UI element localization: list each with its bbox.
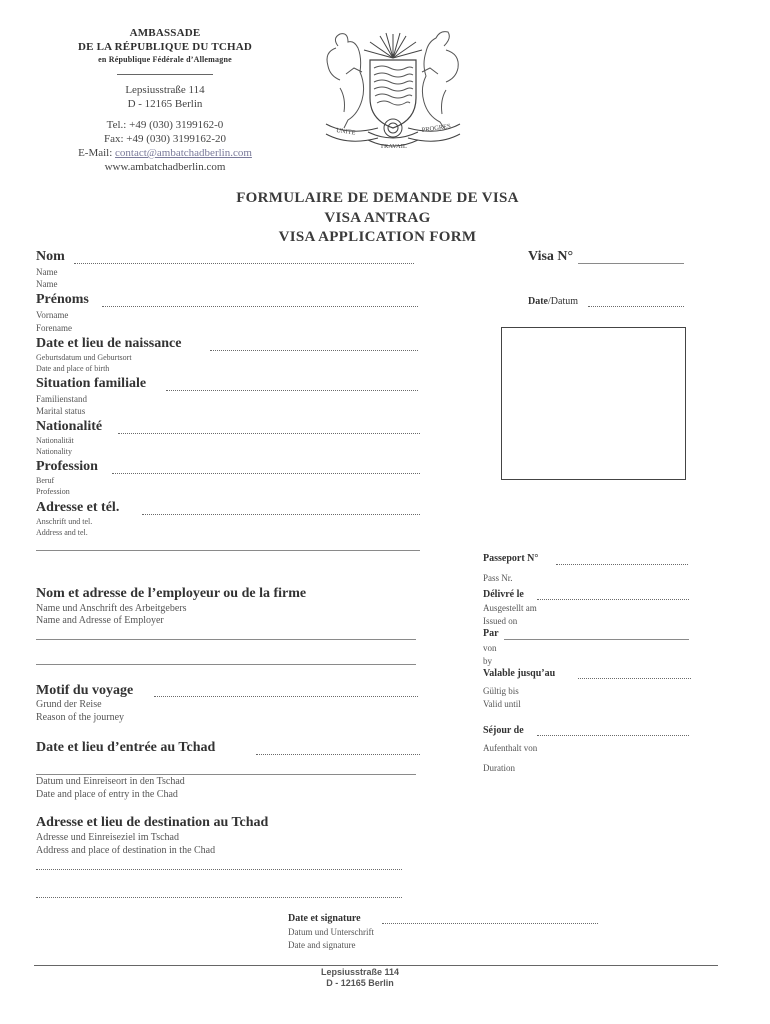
field-label-entree: Date et lieu d’entrée au Tchad xyxy=(36,740,216,755)
field-line-entree[interactable] xyxy=(256,754,420,755)
visa-number-line[interactable] xyxy=(578,263,684,264)
field-line-destination-2[interactable] xyxy=(36,897,402,898)
field-sub-adresse-en: Address and tel. xyxy=(36,528,88,537)
embassy-tel: Tel.: +49 (030) 3199162-0 xyxy=(106,119,224,131)
field-label-situation: Situation familiale xyxy=(36,376,147,391)
field-sub-adresse-de: Anschrift und tel. xyxy=(36,517,93,526)
email-label: E-Mail: xyxy=(78,147,116,159)
field-sub-profession-en: Profession xyxy=(36,487,70,496)
field-line-destination-1[interactable] xyxy=(36,869,402,870)
date-label xyxy=(528,296,578,307)
issued-sub-en: Issued on xyxy=(483,616,518,626)
field-sub-situation-de: Familienstand xyxy=(36,394,87,404)
field-line-prenoms[interactable] xyxy=(102,306,418,307)
footer-street: Lepsiusstraße 114 xyxy=(320,967,400,977)
field-sub-prenoms-en: Forename xyxy=(36,323,72,333)
valid-until-line[interactable] xyxy=(578,678,691,679)
field-line-adresse[interactable] xyxy=(142,514,420,515)
valid-until-label: Valable jusqu’au xyxy=(483,668,556,679)
valid-until-sub-de: Gültig bis xyxy=(483,686,519,696)
issued-sub-de: Ausgestellt am xyxy=(483,603,537,613)
field-sub-nom-en: Name xyxy=(36,279,58,289)
field-sub-motif-en: Reason of the journey xyxy=(36,712,125,723)
signature-sub-en: Date and signature xyxy=(288,940,356,950)
by-line[interactable] xyxy=(504,639,689,640)
embassy-fax: Fax: +49 (030) 3199162-20 xyxy=(104,133,226,145)
field-line-situation[interactable] xyxy=(166,390,418,391)
issued-line[interactable] xyxy=(537,599,689,600)
field-sub-profession-de: Beruf xyxy=(36,476,55,485)
field-label-profession: Profession xyxy=(36,459,98,474)
field-sub-prenoms-de: Vorname xyxy=(36,310,69,320)
field-sub-nationalite-en: Nationality xyxy=(36,447,72,456)
field-sub-naissance-de: Geburtsdatum und Geburtsort xyxy=(36,353,132,362)
form-title-de: VISA ANTRAG xyxy=(324,210,431,226)
field-line-entree-2[interactable] xyxy=(36,774,416,775)
field-label-motif: Motif du voyage xyxy=(36,683,134,698)
field-label-employeur: Nom et adresse de l’employeur ou de la firme xyxy=(36,586,307,601)
letterhead-divider xyxy=(117,74,213,75)
embassy-email-line xyxy=(40,147,290,159)
field-line-motif[interactable] xyxy=(154,696,418,697)
field-label-destination: Adresse et lieu de destination au Tchad xyxy=(36,815,269,830)
field-line-naissance[interactable] xyxy=(210,350,418,351)
field-label-prenoms: Prénoms xyxy=(36,292,89,307)
field-sub-motif-de: Grund der Reise xyxy=(36,699,102,710)
embassy-city: D - 12165 Berlin xyxy=(127,98,203,110)
footer-divider xyxy=(34,965,718,966)
field-sub-employeur-de: Name und Anschrift des Arbeitgebers xyxy=(36,603,187,614)
field-label-naissance: Date et lieu de naissance xyxy=(36,336,182,351)
passport-sub: Pass Nr. xyxy=(483,573,513,583)
field-sub-destination-de: Adresse und Einreiseziel im Tschad xyxy=(36,832,179,843)
embassy-title: AMBASSADE xyxy=(129,27,201,39)
footer-city: D - 12165 Berlin xyxy=(326,978,394,988)
embassy-subtitle: en République Fédérale d’Allemagne xyxy=(98,55,232,64)
photo-box xyxy=(501,327,686,480)
form-title-en: VISA APPLICATION FORM xyxy=(278,229,477,245)
stay-sub-de: Aufenthalt von xyxy=(483,743,538,753)
date-label-de: /Datum xyxy=(548,296,578,307)
field-line-employeur-1[interactable] xyxy=(36,639,416,640)
valid-until-sub-en: Valid until xyxy=(483,699,521,709)
date-line[interactable] xyxy=(588,306,684,307)
field-line-nationalite[interactable] xyxy=(118,433,420,434)
embassy-website[interactable]: www.ambatchadberlin.com xyxy=(104,161,226,173)
email-link[interactable]: contact@ambatchadberlin.com xyxy=(115,147,252,159)
field-line-profession[interactable] xyxy=(112,473,420,474)
field-label-nationalite: Nationalité xyxy=(36,419,103,434)
field-label-adresse: Adresse et tél. xyxy=(36,500,120,515)
stay-sub-en: Duration xyxy=(483,763,515,773)
by-sub-de: von xyxy=(483,643,497,653)
embassy-country: DE LA RÉPUBLIQUE DU TCHAD xyxy=(77,41,253,53)
form-title-fr: FORMULAIRE DE DEMANDE DE VISA xyxy=(236,190,519,206)
passport-line[interactable] xyxy=(556,564,688,565)
field-label-nom: Nom xyxy=(36,249,65,264)
coat-of-arms-emblem xyxy=(318,28,468,154)
stay-line[interactable] xyxy=(537,735,689,736)
field-line-nom[interactable] xyxy=(74,263,414,264)
signature-line[interactable] xyxy=(382,923,598,924)
field-line-adresse-2[interactable] xyxy=(36,550,420,551)
signature-sub-de: Datum und Unterschrift xyxy=(288,927,374,937)
field-sub-entree-en: Date and place of entry in the Chad xyxy=(36,789,178,800)
passport-label: Passeport N° xyxy=(483,553,539,564)
signature-label: Date et signature xyxy=(288,913,361,924)
emblem-motto-right: PROGRES xyxy=(421,122,452,134)
field-line-employeur-2[interactable] xyxy=(36,664,416,665)
date-label-fr: Date xyxy=(528,296,548,307)
field-sub-destination-en: Address and place of destination in the Chad xyxy=(36,845,216,856)
by-label: Par xyxy=(483,628,499,639)
field-sub-situation-en: Marital status xyxy=(36,406,86,416)
field-sub-nom-de: Name xyxy=(36,267,58,277)
field-sub-employeur-en: Name and Adresse of Employer xyxy=(36,615,164,626)
by-sub-en: by xyxy=(483,656,492,666)
emblem-motto-left: UNITE xyxy=(335,127,357,137)
issued-label: Délivré le xyxy=(483,589,524,600)
field-sub-naissance-en: Date and place of birth xyxy=(36,364,110,373)
visa-number-label: Visa N° xyxy=(528,249,574,264)
stay-label: Séjour de xyxy=(483,725,524,736)
field-sub-entree-de: Datum und Einreiseort in den Tschad xyxy=(36,776,185,787)
field-sub-nationalite-de: Nationalität xyxy=(36,436,74,445)
embassy-street: Lepsiusstraße 114 xyxy=(125,84,205,96)
emblem-motto-center: TRAVAIL xyxy=(380,143,407,150)
